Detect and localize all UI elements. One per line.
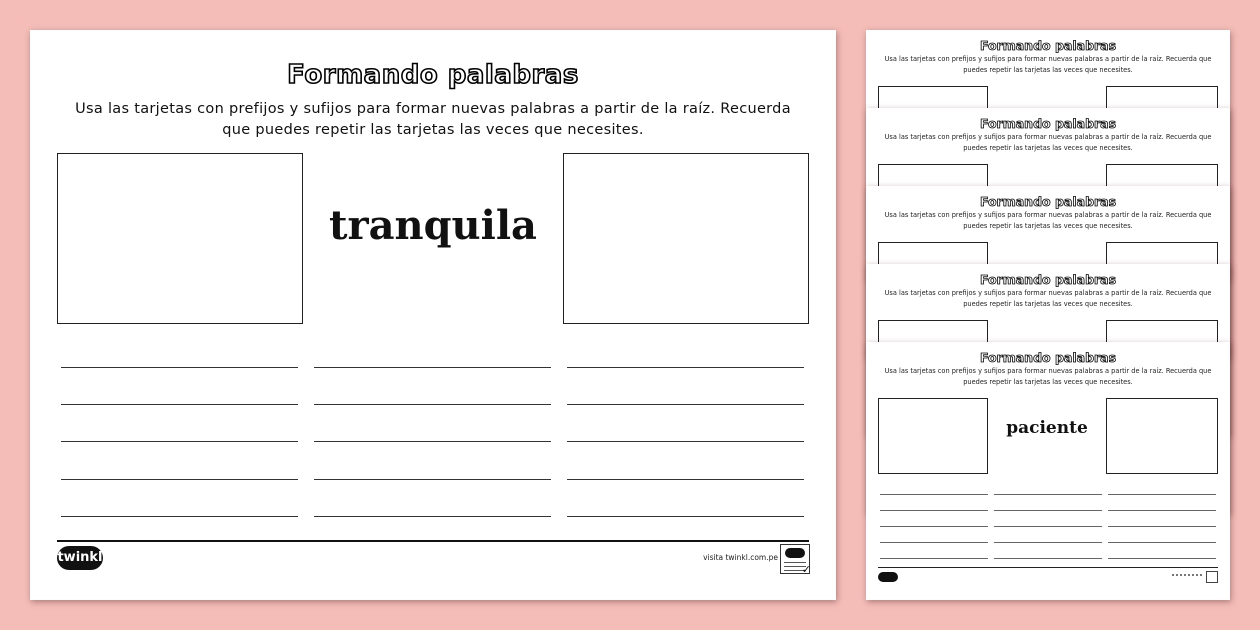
- writing-line: [61, 479, 298, 480]
- preview-logo-icon: [878, 572, 898, 582]
- preview-footer-divider: [878, 567, 1218, 568]
- preview-root-word: paciente: [1006, 418, 1088, 438]
- preview-writing-line: [994, 510, 1102, 511]
- root-word: tranquila: [329, 202, 537, 249]
- writing-line: [61, 516, 298, 517]
- preview-writing-line: [1108, 494, 1216, 495]
- preview-title: Formando palabras: [979, 350, 1117, 365]
- suffix-card-box: [563, 153, 809, 324]
- preview-writing-line: [880, 542, 988, 543]
- quality-badge-icon: ✓: [780, 544, 810, 574]
- preview-writing-line: [880, 510, 988, 511]
- preview-writing-line: [994, 558, 1102, 559]
- preview-instructions: Usa las tarjetas con prefijos y sufijos para formar nuevas palabras a partir de la raíz. Recuerda que puedes repetir las tarjetas las veces que necesites.: [884, 55, 1212, 74]
- main-worksheet: [30, 30, 836, 600]
- preview-suffix-box: [1106, 398, 1218, 474]
- preview-writing-line: [880, 558, 988, 559]
- writing-line: [314, 479, 551, 480]
- writing-line: [314, 441, 551, 442]
- preview-writing-line: [1108, 526, 1216, 527]
- preview-instructions: Usa las tarjetas con prefijos y sufijos para formar nuevas palabras a partir de la raíz. Recuerda que puedes repetir las tarjetas las veces que necesites.: [884, 367, 1212, 386]
- worksheet-preview-front: [866, 342, 1230, 600]
- preview-writing-line: [880, 494, 988, 495]
- preview-writing-line: [1108, 558, 1216, 559]
- preview-title: Formando palabras: [979, 116, 1117, 131]
- preview-writing-line: [1108, 542, 1216, 543]
- preview-writing-line: [880, 526, 988, 527]
- writing-line: [61, 404, 298, 405]
- writing-line: [314, 516, 551, 517]
- twinkl-logo: twinkl: [57, 546, 103, 570]
- writing-line: [567, 404, 804, 405]
- footer-divider: [57, 540, 809, 542]
- writing-line: [567, 516, 804, 517]
- worksheet-instructions: Usa las tarjetas con prefijos y sufijos para formar nuevas palabras a partir de la raíz. Recuerda que puedes repetir las tarjetas las veces que necesites.: [75, 101, 791, 138]
- worksheet-title: Formando palabras: [287, 60, 579, 90]
- preview-instructions: Usa las tarjetas con prefijos y sufijos para formar nuevas palabras a partir de la raíz. Recuerda que puedes repetir las tarjetas las veces que necesites.: [884, 211, 1212, 230]
- preview-instructions: Usa las tarjetas con prefijos y sufijos para formar nuevas palabras a partir de la raíz. Recuerda que puedes repetir las tarjetas las veces que necesites.: [884, 289, 1212, 308]
- writing-line: [314, 404, 551, 405]
- visit-url: visita twinkl.com.pe: [703, 553, 778, 562]
- writing-line: [61, 367, 298, 368]
- prefix-card-box: [57, 153, 303, 324]
- preview-badge-icon: [1206, 571, 1218, 583]
- preview-title: Formando palabras: [979, 194, 1117, 209]
- preview-visit-url: [1172, 574, 1202, 576]
- preview-writing-line: [994, 542, 1102, 543]
- writing-line: [61, 441, 298, 442]
- writing-line: [314, 367, 551, 368]
- preview-title: Formando palabras: [979, 38, 1117, 53]
- writing-line: [567, 479, 804, 480]
- preview-title: Formando palabras: [979, 272, 1117, 287]
- writing-line: [567, 441, 804, 442]
- preview-instructions: Usa las tarjetas con prefijos y sufijos para formar nuevas palabras a partir de la raíz. Recuerda que puedes repetir las tarjetas las veces que necesites.: [884, 133, 1212, 152]
- preview-writing-line: [994, 526, 1102, 527]
- preview-prefix-box: [878, 398, 988, 474]
- preview-writing-line: [1108, 510, 1216, 511]
- writing-line: [567, 367, 804, 368]
- preview-writing-line: [994, 494, 1102, 495]
